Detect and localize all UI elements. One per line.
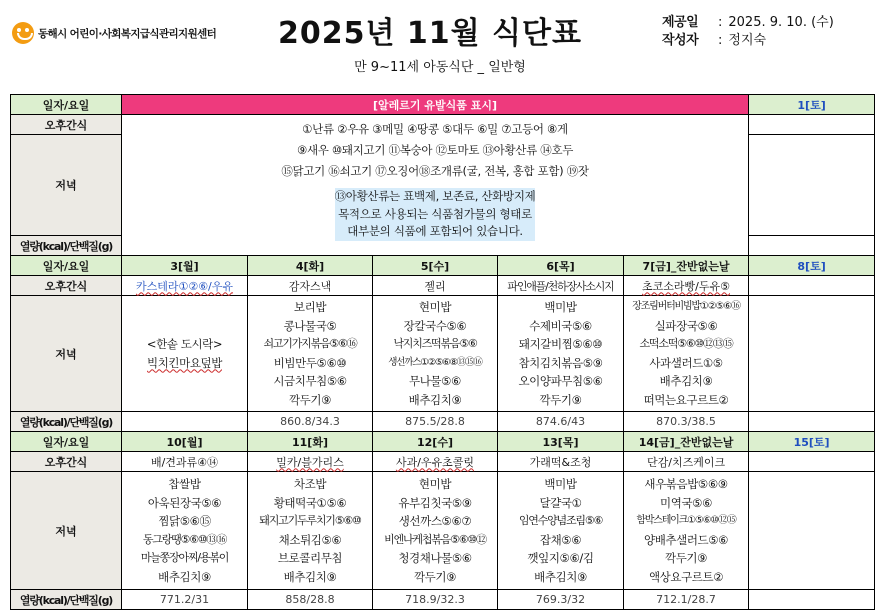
- nutrition-cell: [122, 412, 248, 432]
- menu-item: 배추김치⑨: [659, 374, 713, 388]
- note-line: ⑬아황산류는 표백제, 보존료, 산화방지제: [334, 189, 536, 203]
- dinner-label: 저녁: [11, 472, 122, 590]
- org-logo: [12, 22, 216, 44]
- snack-cell: [624, 276, 749, 296]
- menu-table: [10, 94, 875, 610]
- menu-item: 보리밥: [293, 300, 327, 314]
- menu-item: 콩나물국⑤: [283, 318, 337, 333]
- empty-cell: [749, 452, 875, 472]
- colon: :: [718, 15, 723, 30]
- allergen-legend: [122, 115, 749, 256]
- nutrition-cell: 769.3/32: [498, 590, 624, 610]
- colon: :: [718, 33, 723, 48]
- snack-cell: 가래떡&조청: [498, 452, 624, 472]
- menu-item: 깍두기⑨: [413, 569, 457, 584]
- snack-cell: 배/견과류④⑭: [122, 452, 248, 472]
- page-title: 2025년 11월 식단표: [277, 16, 583, 51]
- snack-label: 오후간식: [11, 276, 122, 296]
- menu-item: 브로콜리무침: [277, 551, 343, 565]
- dinner-cell: [122, 472, 248, 590]
- menu-item: 청경채나물⑤⑥: [398, 551, 472, 565]
- menu-item: 백미밥: [544, 477, 577, 491]
- page-subtitle: 만 9~11세 아동식단 _ 일반형: [354, 60, 526, 75]
- dinner-label: 저녁: [11, 296, 122, 412]
- allergen-banner: [알레르기 유발식품 표시]: [122, 95, 749, 115]
- date-day-label: 일자/요일: [11, 432, 122, 452]
- day-header: 5[수]: [373, 256, 498, 276]
- snack-cell: [122, 276, 248, 296]
- menu-item: 돼지갈비찜⑤⑥⑩: [518, 337, 603, 351]
- day-header: 11[화]: [248, 432, 373, 452]
- day-header: 10[월]: [122, 432, 248, 452]
- org-name: 동해시 어린이·사회복지급식관리지원센터: [38, 27, 217, 40]
- menu-item: 깍두기⑨: [539, 392, 582, 407]
- menu-item: 쇠고기가지볶음⑤⑥⑯: [263, 337, 357, 350]
- day-header: 3[월]: [122, 256, 248, 276]
- snack-cell: [248, 452, 373, 472]
- menu-item: 황태떡국①⑤⑥: [273, 495, 347, 510]
- allergen-line: ⑨새우 ⑩돼지고기 ⑪복숭아 ⑫토마토 ⑬아황산류 ⑭호두: [296, 143, 574, 157]
- day-header: 14[금]_잔반없는날: [624, 432, 749, 452]
- nutrition-label: 열량(kcal)/단백질(g): [11, 412, 122, 432]
- meta-info: [662, 14, 834, 50]
- dinner-cell: [122, 296, 248, 412]
- day-header: 12[수]: [373, 432, 498, 452]
- empty-cell: [749, 236, 875, 256]
- menu-item: 잡채⑤⑥: [539, 532, 582, 547]
- nutrition-cell: 712.1/28.7: [624, 590, 749, 610]
- menu-item: 채소튀김⑤⑥: [278, 532, 342, 547]
- snack-label: 오후간식: [11, 115, 122, 135]
- day-header: 13[목]: [498, 432, 624, 452]
- day-header: 7[금]_잔반없는날: [624, 256, 749, 276]
- menu-item: 떠먹는요구르트②: [643, 392, 729, 407]
- nutrition-label: 열량(kcal)/단백질(g): [11, 590, 122, 610]
- nutrition-cell: 874.6/43: [498, 412, 624, 432]
- allergen-line: ⑮닭고기 ⑯쇠고기 ⑰오징어⑱조개류(굴, 전복, 홍합 포함) ⑲잣: [281, 164, 589, 178]
- snack-item: 초코소라빵/두유⑤: [642, 279, 730, 293]
- nutrition-cell: 860.8/34.3: [248, 412, 373, 432]
- menu-item: 생선까스①②⑤⑥⑧⑬⑮⑯: [388, 356, 482, 368]
- nutrition-label: 열량(kcal)/단백질(g): [11, 236, 122, 256]
- day-header-sat: 1[토]: [749, 95, 875, 115]
- nutrition-cell: 771.2/31: [122, 590, 248, 610]
- dinner-cell: [373, 472, 498, 590]
- menu-item: 아욱된장국⑤⑥: [147, 495, 222, 510]
- dinner-label: 저녁: [11, 135, 122, 236]
- menu-item: 배추김치⑨: [158, 569, 211, 584]
- menu-item: 백미밥: [544, 300, 577, 314]
- menu-item: 장칼국수⑤⑥: [403, 318, 467, 333]
- menu-item: 달걀국①: [539, 495, 582, 510]
- menu-item: 유부김칫국⑤⑨: [398, 495, 472, 510]
- menu-item: 비엔나케첩볶음⑤⑥⑩⑫: [384, 532, 486, 546]
- menu-item: 새우볶음밥⑤⑥⑨: [644, 477, 728, 491]
- menu-item: 낙지치즈떡볶음⑤⑥: [393, 337, 477, 350]
- menu-item: 마늘쫑장아찌/용볶이: [140, 551, 229, 564]
- supply-date-row: [662, 14, 834, 32]
- note-line: 대부분의 식품에 포함되어 있습니다.: [347, 224, 523, 238]
- empty-cell: [749, 296, 875, 412]
- empty-cell: [749, 590, 875, 610]
- supply-date-label: 제공일: [662, 15, 699, 30]
- menu-item: 깻잎지⑤⑥/김: [527, 551, 594, 565]
- menu-item: 액상요구르트②: [648, 569, 724, 584]
- date-day-label: 일자/요일: [11, 256, 122, 276]
- empty-cell: [749, 115, 875, 135]
- empty-cell: [749, 472, 875, 590]
- empty-cell: [749, 276, 875, 296]
- snack-label: 오후간식: [11, 452, 122, 472]
- nutrition-cell: 858/28.8: [248, 590, 373, 610]
- menu-item: 비빔만두⑤⑥⑩: [273, 355, 347, 370]
- day-header-sat: 8[토]: [749, 256, 875, 276]
- dinner-cell: [498, 472, 624, 590]
- menu-item: 깍두기⑨: [665, 551, 708, 565]
- menu-item: 장조림버터비빔밥①②⑤⑥⑯: [632, 301, 740, 312]
- note-line: 목적으로 사용되는 식품첨가물의 형태로: [338, 206, 532, 221]
- menu-item: 배추김치⑨: [283, 569, 337, 584]
- snack-cell: 젤리: [373, 276, 498, 296]
- menu-item: 시금치무침⑤⑥: [273, 374, 347, 388]
- menu-item: 현미밥: [418, 300, 452, 314]
- author-value: 정지숙: [728, 33, 767, 48]
- sulfite-note: [335, 188, 536, 241]
- menu-item: 임연수양념조림⑤⑥: [518, 514, 603, 527]
- date-day-label: 일자/요일: [11, 95, 122, 115]
- nutrition-cell: 718.9/32.3: [373, 590, 498, 610]
- dinner-cell: [373, 296, 498, 412]
- allergen-line: ①난류 ②우유 ③메밀 ④땅콩 ⑤대두 ⑥밀 ⑦고등어 ⑧게: [302, 122, 568, 136]
- supply-date-value: 2025. 9. 10. (수): [728, 15, 834, 30]
- menu-item: 소떡소떡⑤⑥⑩⑫⑬⑮: [639, 337, 733, 350]
- empty-cell: [749, 412, 875, 432]
- day-header: 6[목]: [498, 256, 624, 276]
- menu-item: 배추김치⑨: [408, 392, 462, 407]
- menu-item: 오이양파무침⑤⑥: [518, 374, 603, 388]
- dinner-cell: [624, 296, 749, 412]
- menu-item: 찜닭⑤⑥⑮: [158, 514, 211, 528]
- menu-item: 실파장국⑤⑥: [654, 318, 718, 333]
- author-label: 작성자: [662, 33, 699, 48]
- menu-item: 동그랑땡⑤⑥⑩⑬⑯: [142, 532, 227, 546]
- menu-item: 현미밥: [418, 477, 452, 491]
- menu-item: 돼지고기두루치기⑤⑥⑩: [259, 514, 361, 527]
- author-row: [662, 32, 834, 50]
- snack-item: 카스테라①②⑥/우유: [135, 279, 234, 293]
- nutrition-cell: 875.5/28.8: [373, 412, 498, 432]
- day-header-sat: 15[토]: [749, 432, 875, 452]
- empty-cell: [749, 135, 875, 236]
- menu-item: 함박스테이크①⑤⑥⑩⑫⑮: [636, 515, 736, 526]
- snack-item: 밀카/블가리스: [276, 455, 344, 469]
- menu-item: 사과샐러드①⑤: [649, 355, 723, 370]
- menu-item: 수제비국⑤⑥: [529, 318, 592, 333]
- snack-cell: 감자스낵: [248, 276, 373, 296]
- dinner-cell: [624, 472, 749, 590]
- day-header: 4[화]: [248, 256, 373, 276]
- menu-item: 참치김치볶음⑤⑨: [518, 355, 603, 370]
- menu-item: 빅치킨마요덮밥: [147, 355, 222, 370]
- nutrition-cell: 870.3/38.5: [624, 412, 749, 432]
- menu-item: <한솥 도시락>: [146, 337, 223, 351]
- menu-item: 차조밥: [293, 477, 327, 491]
- dinner-cell: [248, 472, 373, 590]
- snack-item: 사과/우유초콜릿: [395, 455, 475, 469]
- menu-item: 미역국⑤⑥: [660, 495, 712, 510]
- snack-cell: 단감/치즈케이크: [624, 452, 749, 472]
- menu-item: 양배추샐러드⑤⑥: [643, 532, 729, 547]
- menu-item: 배추김치⑨: [534, 569, 587, 584]
- menu-item: 무나물⑤⑥: [409, 374, 461, 388]
- snack-cell: 파인애플/천하장사소시지: [498, 276, 624, 296]
- menu-item: 생선까스⑤⑥⑦: [398, 514, 472, 528]
- menu-item: 깍두기⑨: [288, 392, 332, 407]
- dinner-cell: [498, 296, 624, 412]
- menu-item: 찹쌀밥: [168, 477, 201, 491]
- dinner-cell: [248, 296, 373, 412]
- snack-cell: [373, 452, 498, 472]
- smile-logo-icon: [12, 22, 34, 44]
